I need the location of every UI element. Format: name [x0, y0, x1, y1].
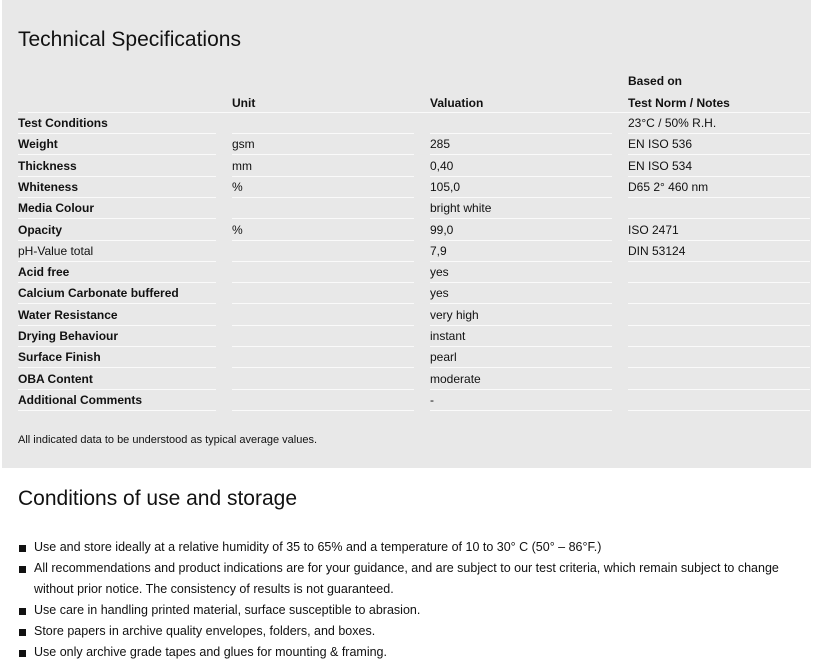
spec-value: pearl	[430, 347, 612, 368]
spec-label: Media Colour	[18, 198, 216, 219]
spec-label: Thickness	[18, 156, 216, 177]
header-unit: Unit	[232, 96, 256, 110]
spec-norm	[628, 283, 810, 304]
spec-unit: %	[232, 220, 414, 241]
spec-value: 99,0	[430, 220, 612, 241]
conditions-list	[16, 537, 806, 663]
spec-value: yes	[430, 262, 612, 283]
spec-row	[2, 156, 811, 177]
spec-norm	[628, 369, 810, 390]
spec-unit	[232, 347, 414, 368]
spec-norm: EN ISO 536	[628, 134, 810, 155]
spec-label: Acid free	[18, 262, 216, 283]
condition-item	[16, 642, 806, 663]
spec-row	[2, 241, 811, 262]
spec-row	[2, 305, 811, 326]
spec-value: bright white	[430, 198, 612, 219]
spec-norm	[628, 305, 810, 326]
spec-unit: mm	[232, 156, 414, 177]
spec-norm: D65 2° 460 nm	[628, 177, 810, 198]
spec-label: Opacity	[18, 220, 216, 241]
condition-text: Use care in handling printed material, surface susceptible to abrasion.	[34, 603, 421, 617]
condition-item	[16, 600, 806, 621]
spec-row	[2, 220, 811, 241]
spec-value: 7,9	[430, 241, 612, 262]
header-norm-line2: Test Norm / Notes	[628, 96, 730, 110]
spec-label: Calcium Carbonate buffered	[18, 283, 216, 304]
header-norm-line1: Based on	[628, 74, 683, 88]
condition-text: Use only archive grade tapes and glues for mounting & framing.	[34, 645, 387, 659]
spec-norm	[628, 347, 810, 368]
spec-value	[430, 113, 612, 134]
spec-unit	[232, 369, 414, 390]
bullet-square-icon	[19, 650, 26, 657]
spec-unit	[232, 326, 414, 347]
spec-row	[2, 283, 811, 304]
spec-value: 285	[430, 134, 612, 155]
spec-row	[2, 347, 811, 368]
spec-row	[2, 262, 811, 283]
spec-label: Drying Behaviour	[18, 326, 216, 347]
spec-label: Weight	[18, 134, 216, 155]
spec-norm	[628, 262, 810, 283]
spec-row	[2, 326, 811, 347]
spec-label: pH-Value total	[18, 241, 216, 262]
bullet-square-icon	[19, 545, 26, 552]
spec-unit	[232, 283, 414, 304]
spec-norm	[628, 390, 810, 411]
spec-unit	[232, 198, 414, 219]
spec-row	[2, 134, 811, 155]
spec-note: All indicated data to be understood as typical average values.	[18, 434, 318, 446]
spec-label: Whiteness	[18, 177, 216, 198]
spec-norm: 23°C / 50% R.H.	[628, 113, 810, 134]
condition-text: Store papers in archive quality envelopes, folders, and boxes.	[34, 624, 376, 638]
spec-label: OBA Content	[18, 369, 216, 390]
spec-norm	[628, 326, 810, 347]
spec-row	[2, 369, 811, 390]
spec-unit	[232, 241, 414, 262]
condition-item	[16, 621, 806, 642]
condition-text: All recommendations and product indications are for your guidance, and are subject to our test criteria, which remain subject to change without prior notice. The consistency of results is not guaranteed.	[34, 561, 779, 596]
spec-unit	[232, 390, 414, 411]
spec-unit	[232, 305, 414, 326]
spec-unit	[232, 113, 414, 134]
spec-row	[2, 113, 811, 134]
bullet-square-icon	[19, 566, 26, 573]
spec-norm: EN ISO 534	[628, 156, 810, 177]
spec-value: moderate	[430, 369, 612, 390]
spec-value: 105,0	[430, 177, 612, 198]
spec-title: Technical Specifications	[18, 28, 241, 51]
spec-label: Water Resistance	[18, 305, 216, 326]
spec-label: Surface Finish	[18, 347, 216, 368]
spec-value: 0,40	[430, 156, 612, 177]
spec-label: Additional Comments	[18, 390, 216, 411]
condition-item	[16, 558, 806, 600]
spec-row	[2, 177, 811, 198]
spec-label: Test Conditions	[18, 113, 216, 134]
bullet-square-icon	[19, 629, 26, 636]
spec-norm	[628, 198, 810, 219]
spec-norm: ISO 2471	[628, 220, 810, 241]
spec-unit: %	[232, 177, 414, 198]
spec-unit	[232, 262, 414, 283]
spec-panel	[2, 0, 811, 468]
spec-value: -	[430, 390, 612, 411]
spec-value: yes	[430, 283, 612, 304]
spec-value: very high	[430, 305, 612, 326]
bullet-square-icon	[19, 608, 26, 615]
condition-text: Use and store ideally at a relative humidity of 35 to 65% and a temperature of 10 to 30° C (50° – 86°F.)	[34, 540, 602, 554]
spec-row	[2, 198, 811, 219]
spec-unit: gsm	[232, 134, 414, 155]
spec-norm: DIN 53124	[628, 241, 810, 262]
conditions-title: Conditions of use and storage	[18, 487, 298, 510]
header-valuation: Valuation	[430, 96, 484, 110]
spec-value: instant	[430, 326, 612, 347]
condition-item	[16, 537, 806, 558]
spec-row	[2, 390, 811, 411]
